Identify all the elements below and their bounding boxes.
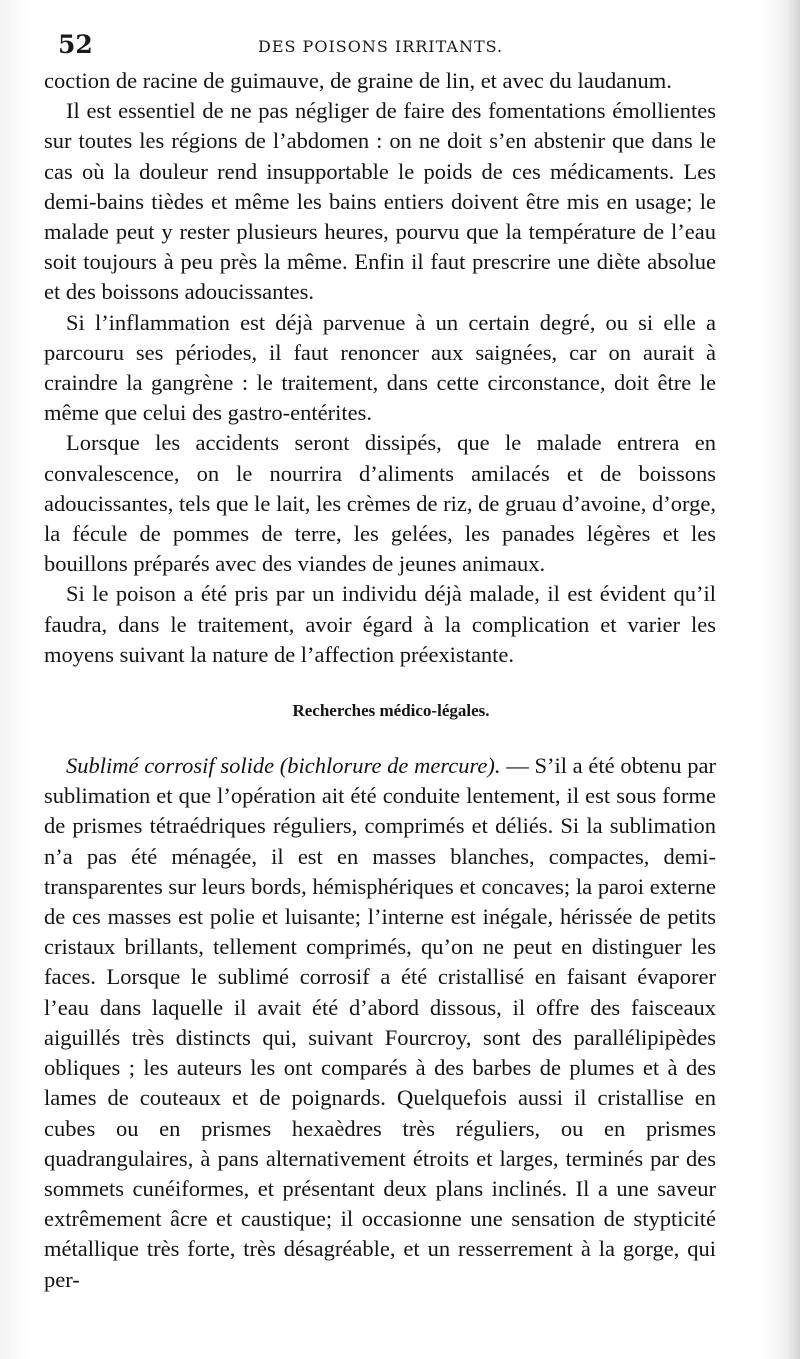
paragraph-continuation: coction de racine de guimauve, de graine de lin, et avec du laudanum. [44, 68, 672, 93]
page-edge-shadow [786, 0, 800, 1359]
page-number: 52 [58, 30, 93, 59]
body-text [44, 66, 716, 1295]
paragraph: Il est essentiel de ne pas négliger de faire des fomentations émollientes sur toutes les régions de l’abdomen : on ne doit s’en abstenir que dans le cas où la douleur rend insupportable le poids de ces médicaments. Les demi-bains tièdes et même les bains entiers doivent être mis en usage; le malade peut y rester plusieurs heures, pourvu que la température de l’eau soit toujours à peu près la même. Enfin il faut prescrire une diète absolue et des boissons adoucissantes. [44, 98, 716, 305]
paragraph: Lorsque les accidents seront dissipés, que le malade entrera en convalescence, on le nourrira d’aliments amilacés et de boissons adoucissantes, tels que le lait, les crèmes de riz, de gruau d’avoine, d’orge, la fécule de pommes de terre, les gelées, les panades légères et les bouillons préparés avec des viandes de jeunes animaux. [44, 430, 716, 577]
paragraph: Si l’inflammation est déjà parvenue à un certain degré, ou si elle a parcouru ses périodes, il faut renoncer aux saignées, car on aurait à craindre la gangrène : le traitement, dans cette circonstance, doit être le même que celui des gastro-entérites. [44, 309, 716, 426]
paragraph-body: — S’il a été obtenu par sublimation et que l’opération ait été conduite lentement, il est sous forme de prismes tétraédriques réguliers, comprimés et déliés. Si la sublimation n’a pas été ménagée, il est en masses blanches, compactes, demi-transparentes sur leurs bords, hémisphériques et concaves; la paroi externe de ces masses est polie et luisante; l’interne est inégale, hérissée de petits cristaux brillants, tellement comprimés, qu’on ne peut en distinguer les faces. Lorsque le sublimé corrosif a été cristallisé en faisant évaporer l’eau dans laquelle il avait été d’abord dissous, il offre des faisceaux aiguillés très distincts qui, suivant Fourcroy, sont des parallélipipèdes obliques ; les auteurs les ont comparés à des barbes de plumes et à des lames de couteaux et de poignards. Quelquefois aussi il cristallise en cubes ou en prismes hexaèdres très réguliers, ou en prismes quadrangulaires, à pans alternativement étroits et larges, terminés par des sommets cunéiformes, et présentant deux plans inclinés. Il a une saveur extrêmement âcre et caustique; il occasionne une sensation de stypticité métallique très forte, très désagréable, et un resserrement à la gorge, qui per- [44, 753, 716, 1292]
page-header [58, 30, 718, 62]
paragraph-lead-italic: Sublimé corrosif solide (bichlorure de mercure). [66, 753, 501, 779]
paragraph: Si le poison a été pris par un individu déjà malade, il est évident qu’il faudra, dans le traitement, avoir égard à la complication et varier les moyens suivant la nature de l’affection préexistante. [44, 581, 716, 667]
running-head: DES POISONS IRRITANTS. [258, 37, 504, 56]
section-title: Recherches médico-légales. [292, 701, 490, 721]
paragraph-sublime [44, 751, 716, 1295]
